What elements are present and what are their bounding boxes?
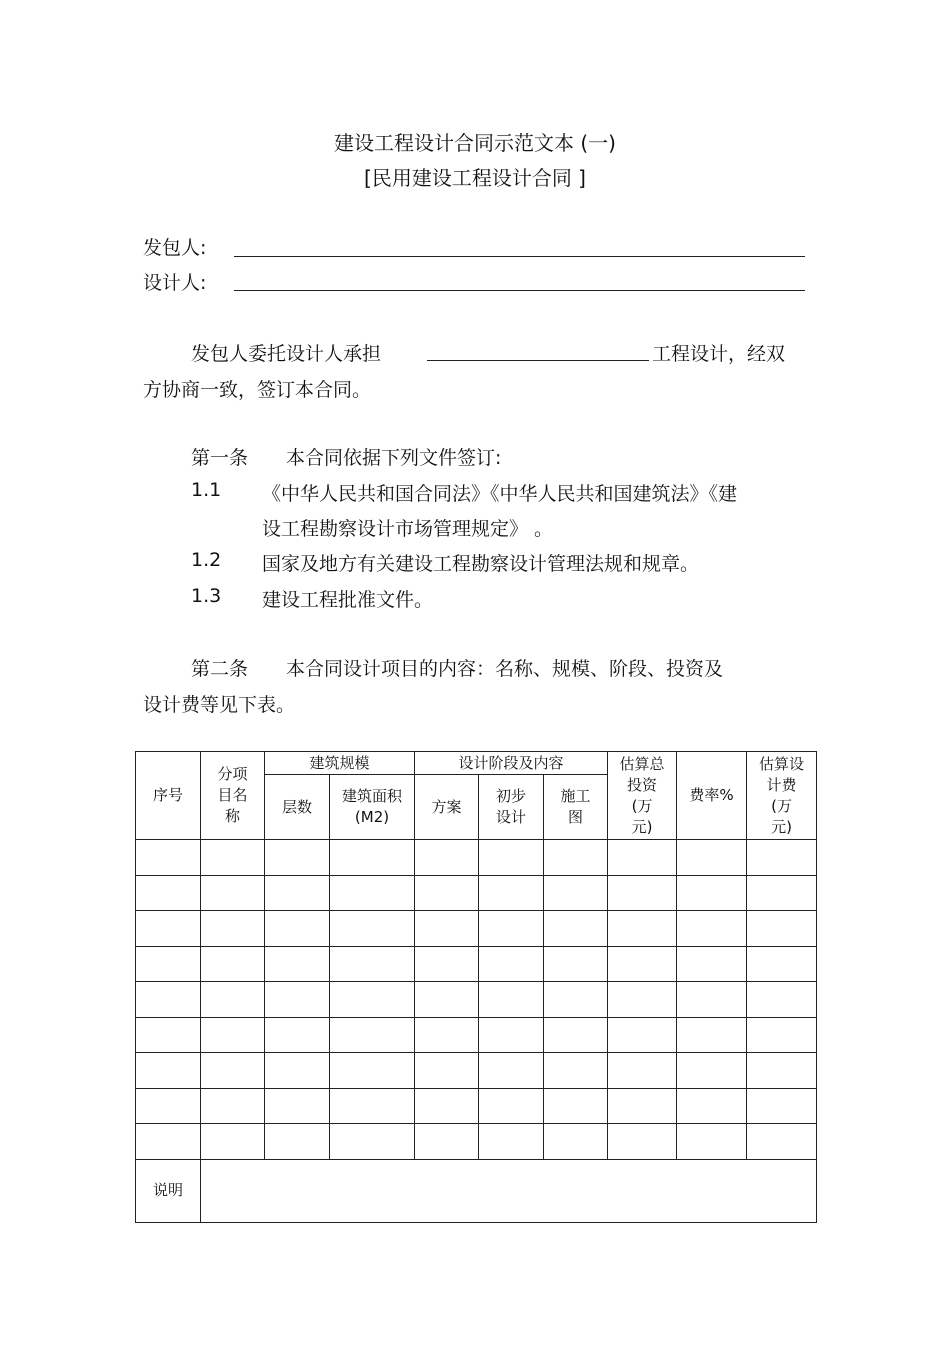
table-cell[interactable] bbox=[608, 875, 677, 911]
header-investment-line: 投资 bbox=[627, 775, 658, 794]
table-cell[interactable] bbox=[677, 875, 747, 911]
header-item-name-line: 分项 bbox=[217, 765, 248, 783]
table-cell[interactable] bbox=[265, 875, 330, 911]
employer-blank-line[interactable] bbox=[234, 256, 805, 257]
header-area bbox=[330, 775, 415, 840]
table-cell[interactable] bbox=[201, 840, 265, 876]
table-cell[interactable] bbox=[136, 982, 201, 1018]
design-items-table bbox=[135, 751, 817, 1223]
table-cell[interactable] bbox=[544, 946, 608, 982]
table-cell[interactable] bbox=[747, 1017, 817, 1053]
table-cell[interactable] bbox=[479, 1088, 544, 1124]
table-body bbox=[136, 840, 817, 1160]
table-row bbox=[136, 875, 817, 911]
clause-number: 1.2 bbox=[191, 549, 222, 571]
header-design-fee-line: 元) bbox=[771, 817, 792, 836]
table-cell[interactable] bbox=[544, 1088, 608, 1124]
table-cell[interactable] bbox=[201, 1088, 265, 1124]
table-cell[interactable] bbox=[136, 946, 201, 982]
table-row bbox=[136, 911, 817, 947]
table-cell[interactable] bbox=[265, 1053, 330, 1089]
article1-heading: 第一条 bbox=[191, 447, 249, 469]
table-cell[interactable] bbox=[330, 840, 415, 876]
table-cell[interactable] bbox=[201, 946, 265, 982]
table-cell[interactable] bbox=[747, 982, 817, 1018]
table-row bbox=[136, 982, 817, 1018]
table-cell[interactable] bbox=[747, 875, 817, 911]
table-cell[interactable] bbox=[201, 982, 265, 1018]
header-preliminary-line: 设计 bbox=[496, 808, 527, 826]
table-cell[interactable] bbox=[415, 875, 479, 911]
table-row bbox=[136, 946, 817, 982]
header-investment-line: 元) bbox=[631, 817, 653, 836]
table-cell[interactable] bbox=[479, 840, 544, 876]
table-cell[interactable] bbox=[415, 946, 479, 982]
clause-number: 1.1 bbox=[191, 479, 222, 501]
header-area-line: 建筑面积 bbox=[342, 787, 403, 805]
article1-text: 本合同依据下列文件签订: bbox=[286, 447, 502, 469]
header-design-fee-line: 估算设 bbox=[759, 754, 805, 773]
table-cell[interactable] bbox=[265, 946, 330, 982]
table-cell[interactable] bbox=[747, 911, 817, 947]
clause-text: 建设工程批准文件。 bbox=[262, 589, 434, 611]
header-preliminary-line: 初步 bbox=[496, 787, 527, 805]
header-preliminary-design bbox=[479, 775, 544, 840]
table-cell[interactable] bbox=[608, 1088, 677, 1124]
table-cell[interactable] bbox=[479, 946, 544, 982]
table-cell[interactable] bbox=[747, 840, 817, 876]
table-cell[interactable] bbox=[544, 1124, 608, 1160]
article2-heading: 第二条 bbox=[191, 658, 249, 680]
table-cell[interactable] bbox=[608, 911, 677, 947]
header-floors: 层数 bbox=[265, 775, 330, 840]
table-cell[interactable] bbox=[330, 982, 415, 1018]
table-cell[interactable] bbox=[479, 1017, 544, 1053]
table-cell[interactable] bbox=[608, 982, 677, 1018]
article2-text: 本合同设计项目的内容：名称、规模、阶段、投资及 bbox=[286, 658, 724, 680]
clause-number: 1.3 bbox=[191, 585, 222, 607]
document-title: 建设工程设计合同示范文本 (一) bbox=[334, 131, 616, 155]
table-cell[interactable] bbox=[330, 875, 415, 911]
table-cell[interactable] bbox=[747, 1088, 817, 1124]
header-design-fee-line: (万 bbox=[771, 796, 792, 815]
table-cell[interactable] bbox=[201, 1053, 265, 1089]
table-cell[interactable] bbox=[330, 1053, 415, 1089]
table-cell[interactable] bbox=[415, 911, 479, 947]
header-area-line: (M2) bbox=[354, 808, 390, 826]
note-cell[interactable] bbox=[201, 1159, 817, 1222]
table-cell[interactable] bbox=[677, 946, 747, 982]
table-cell[interactable] bbox=[415, 1124, 479, 1160]
header-group-scale: 建筑规模 bbox=[265, 752, 415, 775]
table-cell[interactable] bbox=[479, 982, 544, 1018]
table-cell[interactable] bbox=[544, 840, 608, 876]
table-cell[interactable] bbox=[136, 1124, 201, 1160]
table-cell[interactable] bbox=[201, 1124, 265, 1160]
table-cell[interactable] bbox=[330, 946, 415, 982]
table-cell[interactable] bbox=[136, 1088, 201, 1124]
table-cell[interactable] bbox=[608, 1124, 677, 1160]
clause-text: 国家及地方有关建设工程勘察设计管理法规和规章。 bbox=[262, 553, 700, 575]
table-cell[interactable] bbox=[677, 911, 747, 947]
header-item-name-line: 称 bbox=[224, 807, 240, 825]
header-construction-drawing bbox=[544, 775, 608, 840]
intro-line2: 方协商一致，签订本合同。 bbox=[143, 379, 372, 401]
table-cell[interactable] bbox=[479, 1124, 544, 1160]
table-row bbox=[136, 840, 817, 876]
table-cell[interactable] bbox=[265, 1017, 330, 1053]
table-cell[interactable] bbox=[479, 1053, 544, 1089]
header-rate: 费率% bbox=[677, 752, 747, 840]
table-cell[interactable] bbox=[544, 911, 608, 947]
table-cell[interactable] bbox=[608, 946, 677, 982]
table-cell[interactable] bbox=[265, 982, 330, 1018]
clause-text-continued: 设工程勘察设计市场管理规定》 。 bbox=[262, 518, 554, 540]
table-cell[interactable] bbox=[265, 911, 330, 947]
table-cell[interactable] bbox=[608, 1017, 677, 1053]
table-cell[interactable] bbox=[747, 946, 817, 982]
table-cell[interactable] bbox=[330, 1017, 415, 1053]
header-design-fee bbox=[747, 752, 817, 840]
intro-prefix: 发包人委托设计人承担 bbox=[191, 343, 382, 365]
table-cell[interactable] bbox=[747, 1053, 817, 1089]
header-seq: 序号 bbox=[136, 752, 201, 840]
table-cell[interactable] bbox=[415, 1053, 479, 1089]
intro-suffix: 工程设计，经双 bbox=[652, 343, 786, 365]
table-cell[interactable] bbox=[330, 1088, 415, 1124]
header-scheme: 方案 bbox=[415, 775, 479, 840]
table-cell[interactable] bbox=[201, 911, 265, 947]
table-cell[interactable] bbox=[479, 875, 544, 911]
header-group-stage: 设计阶段及内容 bbox=[415, 752, 608, 775]
table-cell[interactable] bbox=[677, 1017, 747, 1053]
document-subtitle: [民用建设工程设计合同 ] bbox=[364, 166, 586, 190]
table-cell[interactable] bbox=[677, 840, 747, 876]
table-cell[interactable] bbox=[544, 875, 608, 911]
table-cell[interactable] bbox=[677, 1053, 747, 1089]
header-investment bbox=[608, 752, 677, 840]
table-cell[interactable] bbox=[415, 1088, 479, 1124]
designer-blank-line[interactable] bbox=[234, 290, 805, 291]
table-cell[interactable] bbox=[136, 911, 201, 947]
header-construction-line: 施工 bbox=[560, 787, 591, 805]
table-cell[interactable] bbox=[479, 911, 544, 947]
header-investment-line: 估算总 bbox=[619, 754, 665, 773]
table-row bbox=[136, 1088, 817, 1124]
employer-label: 发包人: bbox=[143, 237, 207, 259]
table-cell[interactable] bbox=[415, 1017, 479, 1053]
note-label: 说明 bbox=[136, 1159, 201, 1222]
table-cell[interactable] bbox=[265, 1088, 330, 1124]
table-cell[interactable] bbox=[136, 1017, 201, 1053]
table-cell[interactable] bbox=[544, 1017, 608, 1053]
table-row bbox=[136, 1017, 817, 1053]
header-design-fee-line: 计费 bbox=[766, 775, 797, 794]
table-cell[interactable] bbox=[136, 1053, 201, 1089]
table-cell[interactable] bbox=[265, 1124, 330, 1160]
table-cell[interactable] bbox=[136, 840, 201, 876]
header-item-name bbox=[201, 752, 265, 840]
table-cell[interactable] bbox=[608, 840, 677, 876]
table-cell[interactable] bbox=[544, 1053, 608, 1089]
header-item-name-line: 目名 bbox=[217, 786, 248, 804]
table-cell[interactable] bbox=[677, 1124, 747, 1160]
table-cell[interactable] bbox=[677, 1088, 747, 1124]
table-cell[interactable] bbox=[415, 982, 479, 1018]
table-row bbox=[136, 1053, 817, 1089]
table-cell[interactable] bbox=[415, 840, 479, 876]
table-cell[interactable] bbox=[608, 1053, 677, 1089]
designer-label: 设计人: bbox=[143, 272, 207, 294]
table-cell[interactable] bbox=[747, 1124, 817, 1160]
article2-line2: 设计费等见下表。 bbox=[143, 694, 296, 716]
header-construction-line: 图 bbox=[568, 808, 584, 826]
table-cell[interactable] bbox=[201, 1017, 265, 1053]
table-cell[interactable] bbox=[136, 875, 201, 911]
header-investment-line: (万 bbox=[631, 796, 653, 815]
table-cell[interactable] bbox=[330, 1124, 415, 1160]
table-cell[interactable] bbox=[330, 911, 415, 947]
table-cell[interactable] bbox=[201, 875, 265, 911]
project-name-blank-line[interactable] bbox=[427, 360, 649, 361]
table-cell[interactable] bbox=[544, 982, 608, 1018]
table-cell[interactable] bbox=[677, 982, 747, 1018]
table-row bbox=[136, 1124, 817, 1160]
clause-text: 《中华人民共和国合同法》《中华人民共和国建筑法》《建 bbox=[262, 483, 738, 505]
table-cell[interactable] bbox=[265, 840, 330, 876]
